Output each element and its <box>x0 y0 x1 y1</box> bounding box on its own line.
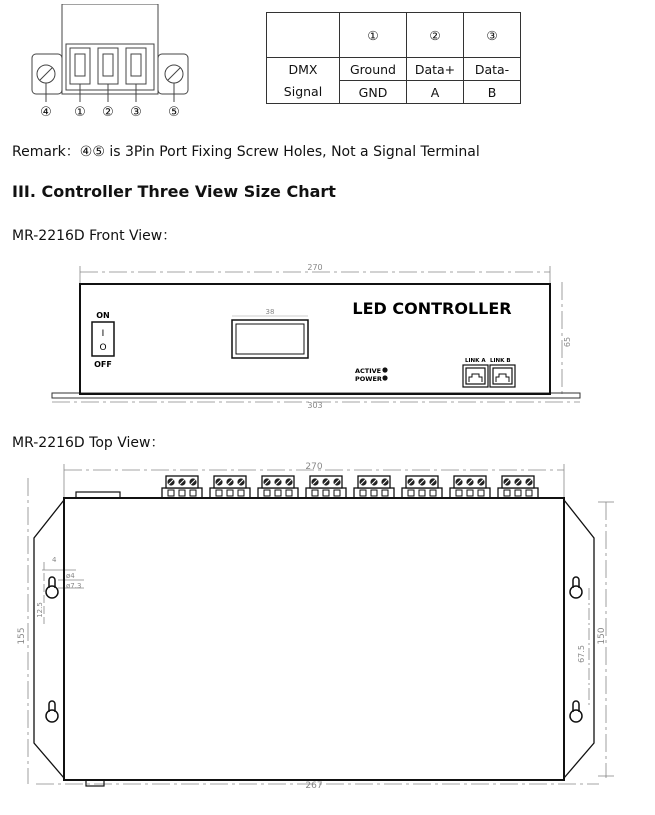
dim-slot-height: 12.5 <box>36 602 44 618</box>
output-terminal-connector <box>210 476 250 498</box>
remark-text: Remark：④⑤ is 3Pin Port Fixing Screw Holes, Not a Signal Terminal <box>12 144 480 160</box>
right-flange <box>564 500 594 778</box>
switch-symbol-off: O <box>99 343 107 353</box>
dim-slot-width: 4 <box>52 556 57 564</box>
row-label-signal: Signal <box>267 81 340 104</box>
power-led-icon <box>382 375 387 380</box>
terminal-block-diagram <box>28 4 198 122</box>
terminal-label-4: ④ <box>40 105 52 120</box>
output-terminal-connector <box>354 476 394 498</box>
dim-top: 270 <box>305 462 323 472</box>
table-cell: A <box>407 81 464 104</box>
terminal-label-3: ③ <box>130 105 142 120</box>
led-controller-title: LED CONTROLLER <box>352 299 512 318</box>
front-view-drawing <box>40 258 600 410</box>
row-label-dmx: DMX <box>267 58 340 81</box>
active-led-icon <box>382 367 387 372</box>
output-terminal-connector <box>402 476 442 498</box>
output-terminal-connector <box>498 476 538 498</box>
link-a-label: LINK A <box>465 358 486 364</box>
output-terminal-connector <box>162 476 202 498</box>
rj45-port-icon <box>463 365 488 387</box>
output-terminal-connector <box>258 476 298 498</box>
keyhole-slot-icon <box>570 577 582 598</box>
dim-bottom: 303 <box>307 401 323 410</box>
dim-left: 155 <box>17 627 27 645</box>
terminal-label-1: ① <box>74 105 86 120</box>
terminal-label-2: ② <box>102 105 114 120</box>
display-window <box>232 320 308 358</box>
table-header: ① <box>340 13 407 58</box>
table-cell: Ground <box>340 58 407 81</box>
table-cell: Data- <box>464 58 521 81</box>
dim-bottom: 267 <box>305 781 323 791</box>
left-flange <box>34 500 64 778</box>
dim-top: 270 <box>307 263 323 272</box>
keyhole-slot-icon <box>46 701 58 722</box>
top-view-drawing <box>14 458 634 803</box>
dmx-pin-table <box>266 12 521 104</box>
link-b-label: LINK B <box>490 358 511 364</box>
power-label: POWER <box>355 375 382 383</box>
table-header: ③ <box>464 13 521 58</box>
dim-screen: 38 <box>265 308 275 316</box>
table-cell: B <box>464 81 521 104</box>
active-label: ACTIVE <box>355 367 382 375</box>
output-terminal-connector <box>450 476 490 498</box>
switch-symbol-on: I <box>101 329 105 339</box>
section-title: III. Controller Three View Size Chart <box>12 182 336 201</box>
switch-on-label: ON <box>96 311 110 320</box>
dim-right: 150 <box>597 627 607 645</box>
table-cell: Data+ <box>407 58 464 81</box>
switch-off-label: OFF <box>94 360 112 369</box>
top-view-caption: MR-2216D Top View： <box>12 435 165 451</box>
front-view-caption: MR-2216D Front View： <box>12 228 177 244</box>
dim-slot-d1: ø4 <box>66 572 75 580</box>
keyhole-slot-icon <box>46 577 58 598</box>
controller-body <box>64 498 564 780</box>
rj45-port-icon <box>490 365 515 387</box>
table-cell: GND <box>340 81 407 104</box>
dim-right-inner: 67.5 <box>577 645 586 663</box>
terminal-label-5: ⑤ <box>168 105 180 120</box>
dim-slot-d2: ø7.3 <box>66 582 82 590</box>
table-header: ② <box>407 13 464 58</box>
keyhole-slot-icon <box>570 701 582 722</box>
output-terminal-connector <box>306 476 346 498</box>
dim-right: 65 <box>563 336 572 348</box>
